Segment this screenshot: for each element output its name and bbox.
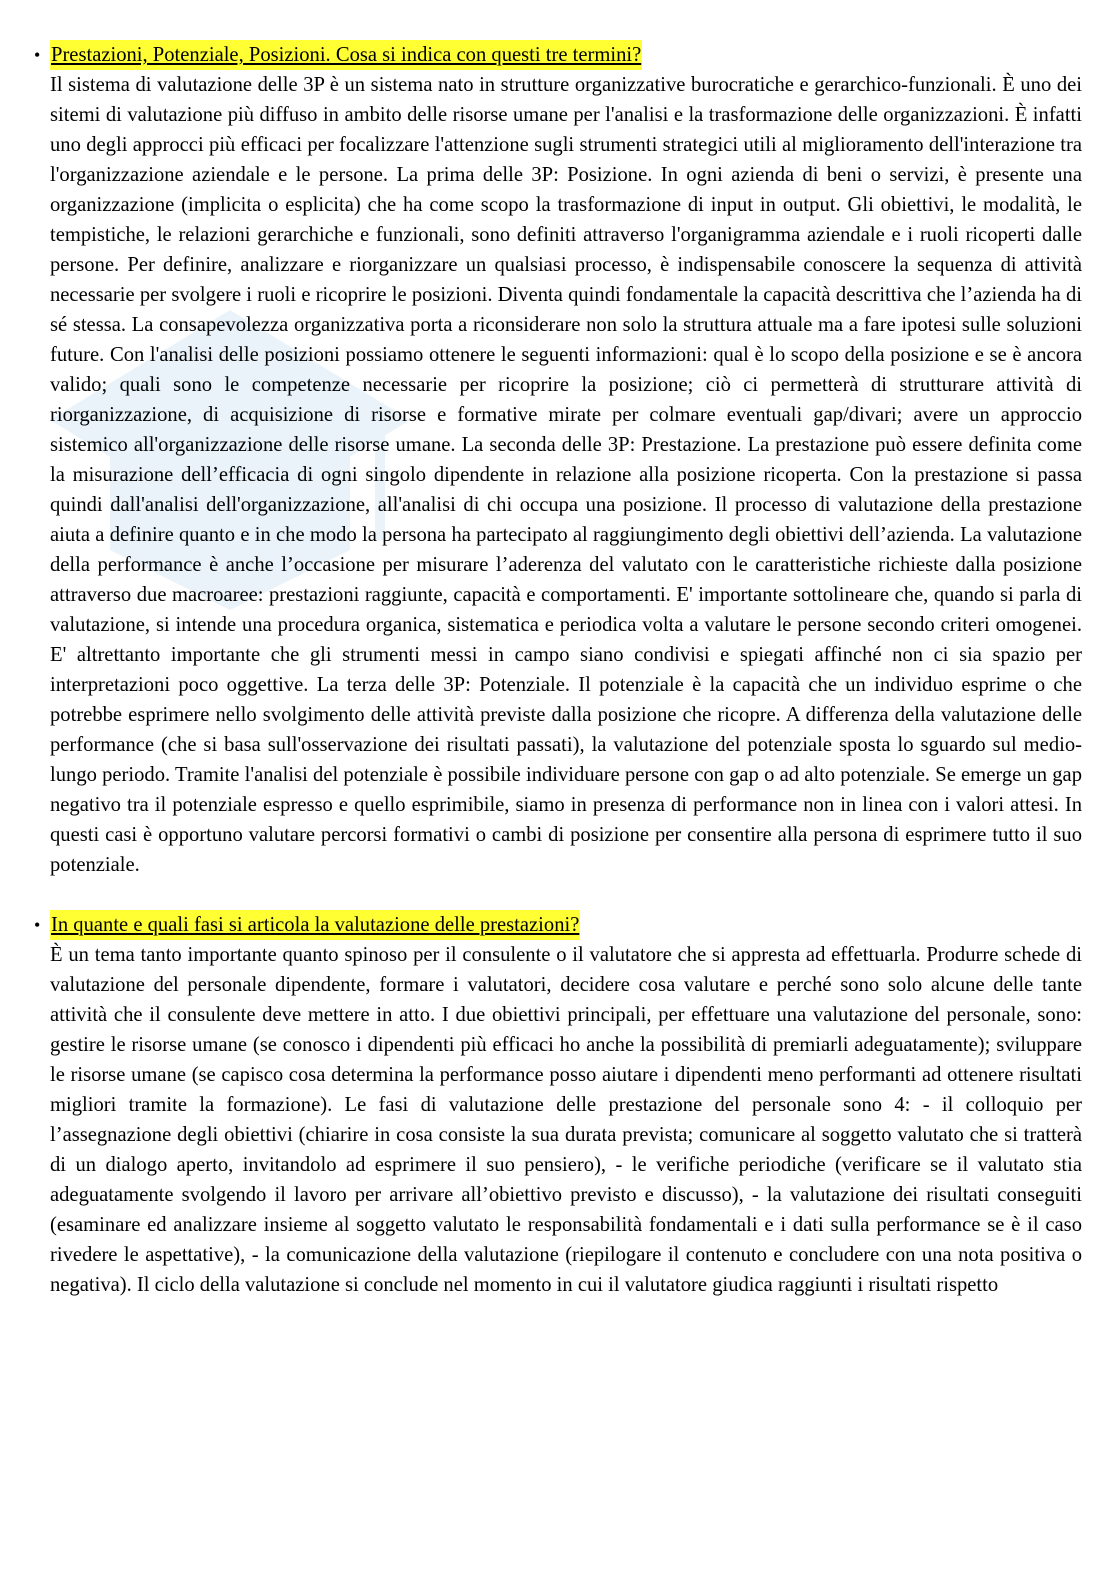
bullet-icon: • — [34, 915, 41, 935]
document-page — [34, 40, 1082, 1300]
answer-paragraph: È un tema tanto importante quanto spinoso per il consulente o il valutatore che si appresta ad effettuarla. Produrre schede di valutazione del personale dipendente, formare i valutatori, decidere cosa valutare e perché sono solo alcune delle tante attività che il consulente deve mettere in atto. I due obiettivi principali, per effettuare una valutazione del personale, sono: gestire le risorse umane (se conosco i dipendenti più efficaci ho anche la possibilità di premiarli adeguatamente); sviluppare le risorse umane (se capisco cosa determina la performance posso aiutare i dipendenti meno performanti ad ottenere risultati migliori tramite la formazione). Le fasi di valutazione delle prestazione del personale sono 4: - il colloquio per l’assegnazione degli obiettivi (chiarire in cosa consiste la sua durata prevista; comunicare al soggetto valutato che si tratterà di un dialogo aperto, invitandolo ad esprimere il suo pensiero), - le verifiche periodiche (verificare se il valutato stia adeguatamente svolgendo il lavoro per arrivare all’obiettivo previsto e discusso), - la valutazione dei risultati conseguiti (esaminare ed analizzare insieme al soggetto valutato le responsabilità fondamentali e i dati sulla performance se è il caso rivedere le aspettative), - la comunicazione della valutazione (riepilogare il contenuto e concludere con una nota positiva o negativa). Il ciclo della valutazione si conclude nel momento in cui il valutatore giudica raggiunti i risultati rispetto — [50, 944, 1082, 1296]
answer-paragraph: Il sistema di valutazione delle 3P è un sistema nato in strutture organizzative burocratiche e gerarchico-funzionali. È uno dei sitemi di valutazione più diffuso in ambito delle risorse umane per l'analisi e la trasformazione delle organizzazioni. È infatti uno degli approcci più efficaci per focalizzare l'attenzione sugli strumenti strategici utili al miglioramento dell'interazione tra l'organizzazione aziendale e le persone. La prima delle 3P: Posizione. In ogni azienda di beni o servizi, è presente una organizzazione (implicita o esplicita) che ha come scopo la trasformazione di input in output. Gli obiettivi, le modalità, le tempistiche, le relazioni gerarchiche e funzionali, sono definiti attraverso l'organigramma aziendale e i ruoli ricoperti dalle persone. Per definire, analizzare e riorganizzare un qualsiasi processo, è indispensabile conoscere la sequenza di attività necessarie per svolgere i ruoli e ricoprire le posizioni. Diventa quindi fondamentale la capacità descrittiva che l’azienda ha di sé stessa. La consapevolezza organizzativa porta a riconsiderare non solo la struttura attuale ma a fare ipotesi sulle soluzioni future. Con l'analisi delle posizioni possiamo ottenere le seguenti informazioni: qual è lo scopo della posizione e se è ancora valido; quali sono le competenze necessarie per ricoprire la posizione; ciò ci permetterà di strutturare attività di riorganizzazione, di acquisizione di risorse e formative mirate per colmare eventuali gap/divari; avere un approccio sistemico all'organizzazione delle risorse umane. La seconda delle 3P: Prestazione. La prestazione può essere definita come la misurazione dell’efficacia di ogni singolo dipendente in relazione alla posizione ricoperta. Con la prestazione si passa quindi dall'analisi dell'organizzazione, all'analisi di chi occupa una posizione. Il processo di valutazione della prestazione aiuta a definire quanto e in che modo la persona ha partecipato al raggiungimento degli obiettivi dell’azienda. La valutazione della performance è anche l’occasione per misurare l’aderenza del valutato con le caratteristiche richieste dalla posizione attraverso due macroaree: prestazioni raggiunte, capacità e comportamenti. E' importante sottolineare che, quando si parla di valutazione, si intende una procedura organica, sistematica e periodica volta a valutare le persone secondo criteri omogenei. E' altrettanto importante che gli strumenti messi in campo siano condivisi e spiegati affinché non ci sia spazio per interpretazioni poco oggettive. La terza delle 3P: Potenziale. Il potenziale è la capacità che un individuo esprime o che potrebbe esprimere nello svolgimento delle attività previste dalla posizione che ricopre. A differenza della valutazione delle performance (che si basa sull'osservazione dei risultati passati), la valutazione del potenziale sposta lo sguardo sul medio-lungo periodo. Tramite l'analisi del potenziale è possibile individuare persone con gap o ad alto potenziale. Se emerge un gap negativo tra il potenziale espresso e quello esprimibile, siamo in presenza di performance non in linea con i valori attesi. In questi casi è opportuno valutare percorsi formativi o cambi di posizione per consentire alla persona di esprimere tutto il suo potenziale. — [50, 74, 1082, 876]
question-heading — [34, 40, 1082, 70]
question-text: In quante e quali fasi si articola la valutazione delle prestazioni? — [50, 910, 580, 940]
bullet-icon: • — [34, 45, 41, 65]
section-performance-phases — [34, 910, 1082, 1300]
section-three-p — [34, 40, 1082, 880]
question-heading — [34, 910, 1082, 940]
section-spacer — [34, 880, 1082, 910]
question-text: Prestazioni, Potenziale, Posizioni. Cosa si indica con questi tre termini? — [50, 40, 642, 70]
